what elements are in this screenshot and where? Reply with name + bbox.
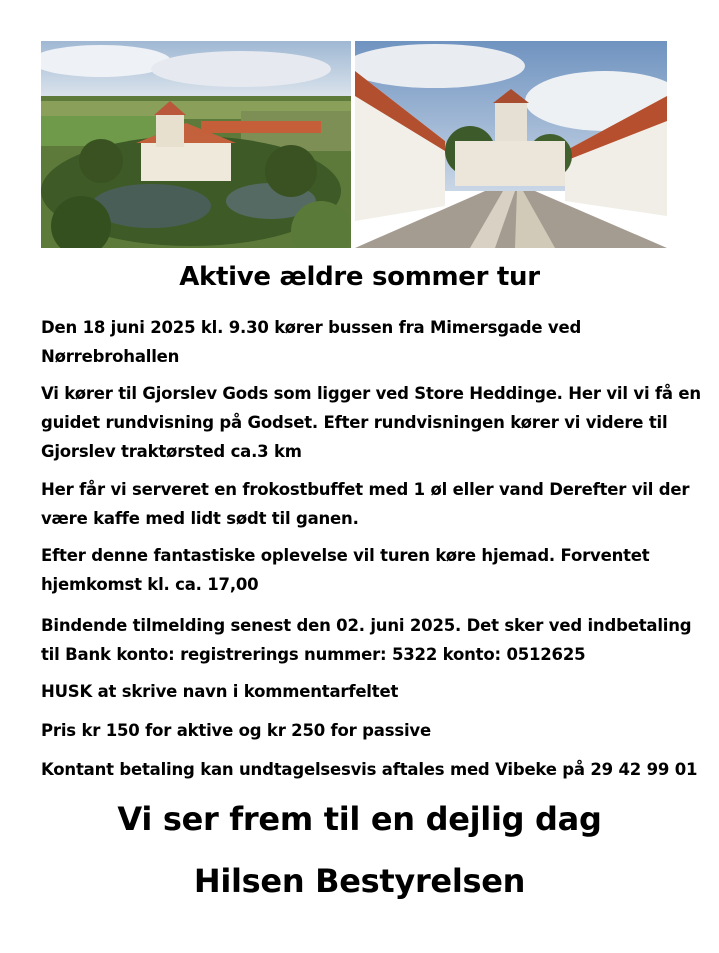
paragraph-5 [41,611,691,669]
paragraph-line: guidet rundvisning på Godset. Efter rundvisningen kører vi videre til [41,413,668,432]
paragraph-7 [41,716,691,745]
paragraph-6 [41,677,691,706]
paragraph-line: Gjorslev traktørsted ca.3 km [41,442,302,461]
paragraph-8 [41,755,698,784]
paragraph-line: hjemkomst kl. ca. 17,00 [41,575,259,594]
paragraph-line: Bindende tilmelding senest den 02. juni 2025. Det sker ved indbetaling [41,616,692,635]
paragraph-line: Vi kører til Gjorslev Gods som ligger ved Store Heddinge. Her vil vi få en [41,384,701,403]
paragraph-2 [41,379,701,466]
estate-courtyard-photo [355,41,667,248]
paragraph-line: være kaffe med lidt sødt til ganen. [41,509,359,528]
paragraph-line: Her får vi serveret en frokostbuffet med 1 øl eller vand Derefter vil der [41,480,690,499]
photo-strip [41,41,667,248]
castle-aerial-photo [41,41,351,248]
closing-line: Vi ser frem til en dejlig dag [117,800,602,838]
paragraph-1 [41,313,691,371]
paragraph-3 [41,475,691,533]
paragraph-4 [41,541,691,599]
paragraph-line: til Bank konto: registrerings nummer: 5322 konto: 0512625 [41,645,586,664]
paragraph-line: HUSK at skrive navn i kommentarfeltet [41,682,399,701]
paragraph-line: Nørrebrohallen [41,347,180,366]
paragraph-line: Den 18 juni 2025 kl. 9.30 kører bussen fra Mimersgade ved [41,318,582,337]
paragraph-line: Efter denne fantastiske oplevelse vil turen køre hjemad. Forventet [41,546,650,565]
page-title: Aktive ældre sommer tur [179,262,540,292]
paragraph-line: Pris kr 150 for aktive og kr 250 for passive [41,721,431,740]
paragraph-line: Kontant betaling kan undtagelsesvis aftales med Vibeke på 29 42 99 01 [41,760,698,779]
signature: Hilsen Bestyrelsen [193,862,526,900]
